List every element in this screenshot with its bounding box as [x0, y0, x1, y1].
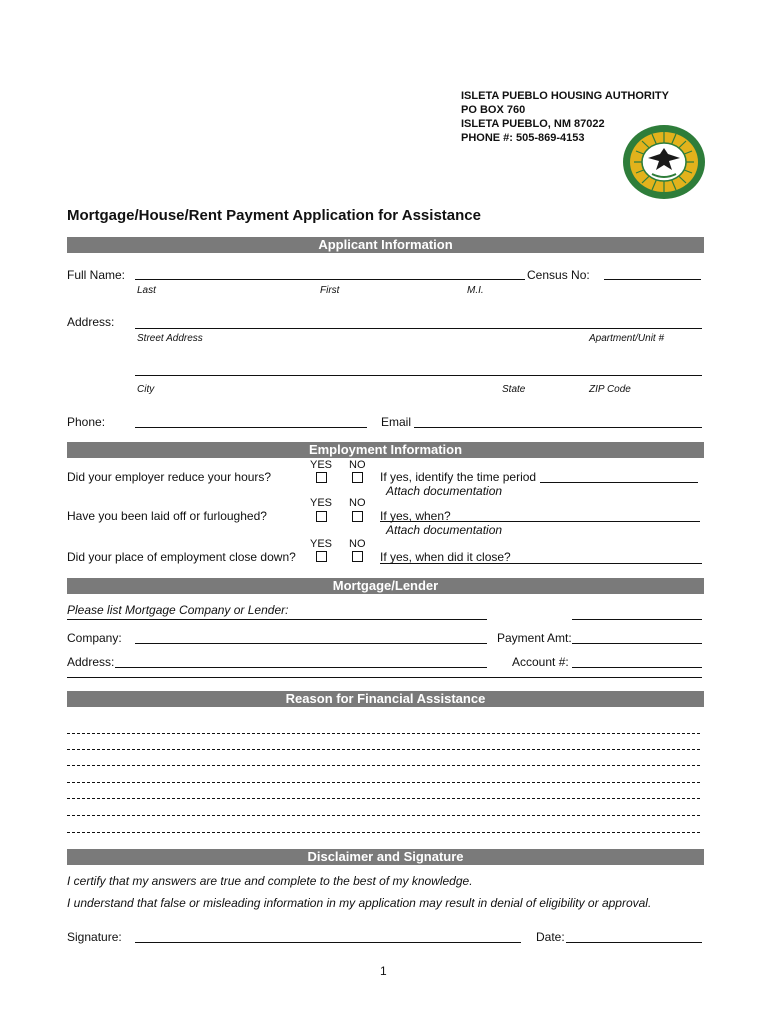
last-hint: Last	[137, 285, 156, 296]
org-phone: PHONE #: 505-869-4153	[461, 132, 585, 144]
company-field[interactable]	[135, 643, 487, 644]
reason-line-2[interactable]	[67, 749, 700, 750]
lender-prompt-line-right[interactable]	[572, 619, 702, 620]
reduced-hours-yes-checkbox[interactable]	[316, 472, 327, 483]
reason-line-4[interactable]	[67, 782, 700, 783]
mi-hint: M.I.	[467, 285, 484, 296]
org-po-box: PO BOX 760	[461, 104, 526, 116]
city-state-zip-field[interactable]	[135, 375, 702, 376]
email-field[interactable]	[414, 427, 702, 428]
form-title: Mortgage/House/Rent Payment Application for Assistance	[67, 207, 481, 224]
reason-bar: Reason for Financial Assistance	[67, 691, 704, 707]
yes-label-3: YES	[310, 538, 333, 550]
no-label: NO	[349, 459, 366, 471]
state-hint: State	[502, 384, 526, 395]
attach-doc-note-1: Attach documentation	[386, 484, 503, 498]
org-city-state: ISLETA PUEBLO, NM 87022	[461, 118, 605, 130]
account-field[interactable]	[572, 667, 702, 668]
no-label-2: NO	[349, 497, 366, 509]
full-name-field[interactable]	[135, 279, 525, 280]
lender-address-field[interactable]	[115, 667, 487, 668]
reduced-hours-no-checkbox[interactable]	[352, 472, 363, 483]
city-hint: City	[137, 384, 155, 395]
phone-field[interactable]	[135, 427, 367, 428]
census-field[interactable]	[604, 279, 701, 280]
date-label: Date:	[536, 930, 565, 944]
payment-amt-field[interactable]	[572, 643, 702, 644]
street-hint: Street Address	[137, 333, 203, 344]
apt-hint: Apartment/Unit #	[589, 333, 665, 344]
signature-label: Signature:	[67, 930, 122, 944]
disclaimer-line-2: I understand that false or misleading information in my application may result in denial of eligibility or approval.	[67, 896, 652, 910]
q-reduced-hours: Did your employer reduce your hours?	[67, 470, 272, 484]
no-label-3: NO	[349, 538, 366, 550]
reason-line-6[interactable]	[67, 815, 700, 816]
mortgage-lender-bar: Mortgage/Lender	[67, 578, 704, 594]
housing-authority-seal-icon	[622, 124, 706, 200]
zip-hint: ZIP Code	[589, 384, 631, 395]
disclaimer-line-1: I certify that my answers are true and complete to the best of my knowledge.	[67, 874, 473, 888]
address-label: Address:	[67, 315, 115, 329]
account-label: Account #:	[512, 655, 569, 669]
reason-line-3[interactable]	[67, 765, 700, 766]
email-label: Email	[381, 415, 412, 429]
employment-info-bar: Employment Information	[67, 442, 704, 458]
payment-amt-label: Payment Amt:	[497, 631, 572, 645]
company-label: Company:	[67, 631, 122, 645]
signature-field[interactable]	[135, 942, 521, 943]
full-name-label: Full Name:	[67, 268, 126, 282]
laid-off-when-label: If yes, when?	[380, 509, 451, 523]
applicant-info-bar: Applicant Information	[67, 237, 704, 253]
time-period-label: If yes, identify the time period	[380, 470, 537, 484]
disclaimer-bar: Disclaimer and Signature	[67, 849, 704, 865]
census-label: Census No:	[527, 268, 590, 282]
lender-prompt: Please list Mortgage Company or Lender:	[67, 603, 289, 617]
yes-label-2: YES	[310, 497, 333, 509]
q-laid-off: Have you been laid off or furloughed?	[67, 509, 267, 523]
reason-line-1[interactable]	[67, 733, 700, 734]
org-name: ISLETA PUEBLO HOUSING AUTHORITY	[461, 90, 669, 102]
laid-off-when-field[interactable]	[380, 521, 700, 522]
page-number: 1	[380, 964, 387, 978]
laid-off-no-checkbox[interactable]	[352, 511, 363, 522]
time-period-field[interactable]	[540, 482, 698, 483]
yes-label: YES	[310, 459, 333, 471]
place-closed-yes-checkbox[interactable]	[316, 551, 327, 562]
laid-off-yes-checkbox[interactable]	[316, 511, 327, 522]
lender-address-label: Address:	[67, 655, 115, 669]
lender-prompt-line[interactable]	[67, 619, 487, 620]
closed-when-label: If yes, when did it close?	[380, 550, 511, 564]
first-hint: First	[320, 285, 340, 296]
lender-address-line-2[interactable]	[67, 677, 702, 678]
place-closed-no-checkbox[interactable]	[352, 551, 363, 562]
reason-line-7[interactable]	[67, 832, 700, 833]
street-address-field[interactable]	[135, 328, 702, 329]
closed-when-field[interactable]	[380, 563, 702, 564]
attach-doc-note-2: Attach documentation	[386, 523, 503, 537]
phone-label: Phone:	[67, 415, 106, 429]
q-place-closed: Did your place of employment close down?	[67, 550, 296, 564]
reason-line-5[interactable]	[67, 798, 700, 799]
date-field[interactable]	[566, 942, 702, 943]
